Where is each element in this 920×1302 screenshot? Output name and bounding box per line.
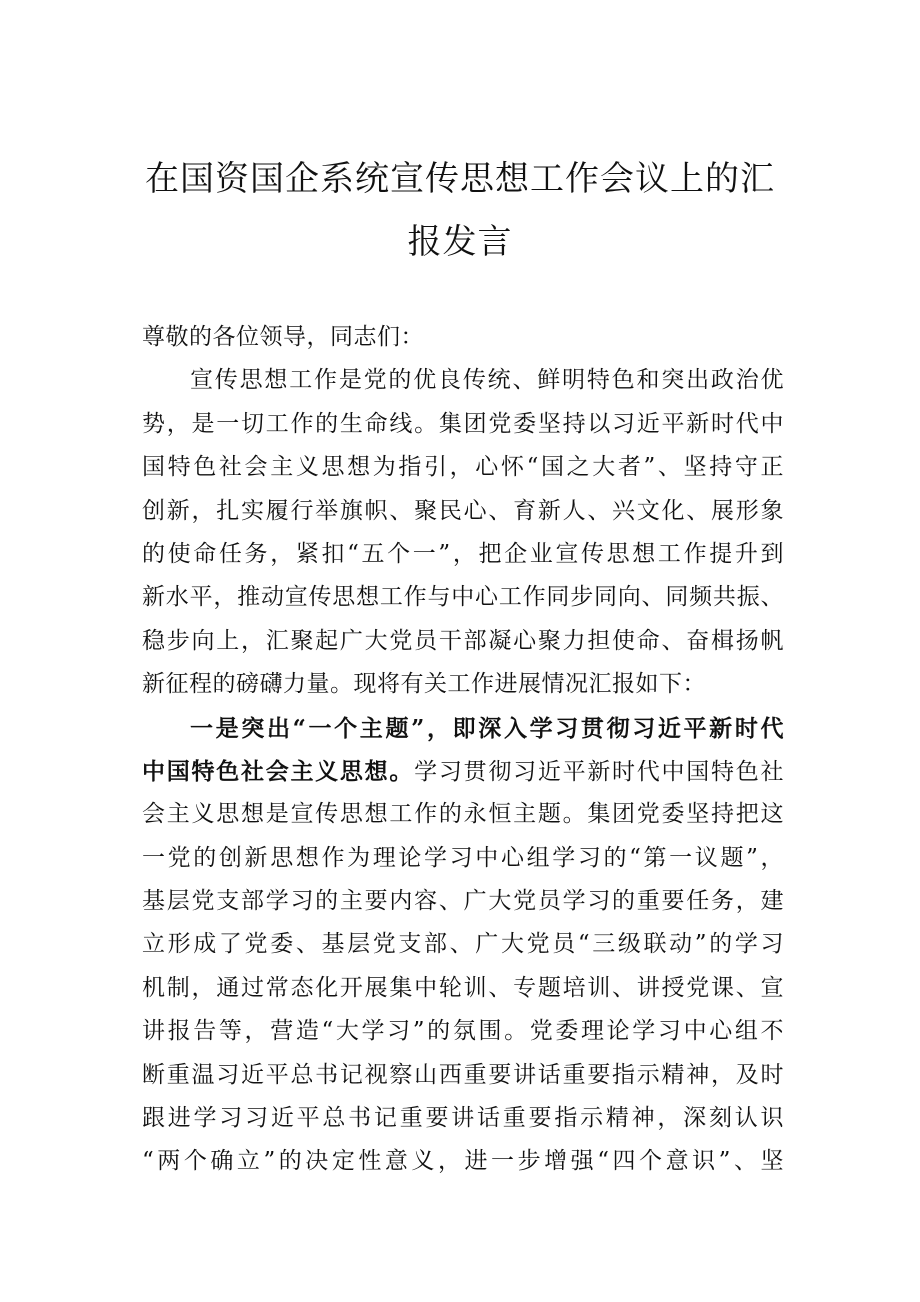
text-line	[142, 533, 784, 576]
text-segment: 讲报告等，营造“大学习”的氛围。党委理论学习中心组不	[142, 1018, 784, 1045]
text-segment: 新水平，推动宣传思想工作与中心工作同步同向、同频共振、	[142, 584, 784, 611]
text-segment: 创新，扎实履行举旗帜、聚民心、育新人、兴文化、展形象	[142, 497, 784, 524]
text-line	[142, 663, 784, 706]
text-segment: 会主义思想是宣传思想工作的永恒主题。集团党委坚持把这	[142, 801, 784, 828]
title-line: 在国资国企系统宣传思想工作会议上的汇	[145, 159, 775, 199]
text-line	[142, 967, 784, 1010]
text-segment: 新征程的磅礴力量。现将有关工作进展情况汇报如下：	[142, 671, 706, 698]
text-segment: 学习贯彻习近平新时代中国特色社	[414, 758, 784, 785]
text-line	[142, 620, 784, 663]
text-line	[142, 1010, 784, 1053]
page-title	[140, 148, 780, 274]
text-line	[142, 1054, 784, 1097]
text-segment: 基层党支部学习的主要内容、广大党员学习的重要任务，建	[142, 888, 784, 915]
title-line: 报发言	[407, 222, 513, 262]
text-line	[142, 490, 784, 533]
text-line	[142, 923, 784, 966]
text-segment: 断重温习近平总书记视察山西重要讲话重要指示精神，及时	[142, 1061, 784, 1088]
text-line	[142, 576, 784, 619]
document-body	[142, 316, 784, 1184]
text-segment: “两个确立”的决定性意义，进一步增强“四个意识”、坚	[142, 1148, 784, 1175]
text-line	[142, 316, 784, 359]
text-line	[142, 750, 784, 793]
text-line	[142, 707, 784, 750]
text-line	[142, 359, 784, 402]
text-segment: 宣传思想工作是党的优良传统、鲜明特色和突出政治优	[190, 367, 784, 394]
text-segment: 的使命任务，紧扣“五个一”，把企业宣传思想工作提升到	[142, 540, 784, 567]
text-segment: 跟进学习习近平总书记重要讲话重要指示精神，深刻认识	[142, 1105, 784, 1132]
text-line	[142, 837, 784, 880]
text-line	[142, 403, 784, 446]
text-segment: 立形成了党委、基层党支部、广大党员“三级联动”的学习	[142, 931, 784, 958]
text-segment: 势，是一切工作的生命线。集团党委坚持以习近平新时代中	[142, 410, 784, 437]
text-segment: 一党的创新思想作为理论学习中心组学习的“第一议题”，	[142, 844, 784, 871]
bold-text-segment: 中国特色社会主义思想。	[142, 757, 415, 785]
text-segment: 国特色社会主义思想为指引，心怀“国之大者”、坚持守正	[142, 454, 784, 481]
text-segment: 机制，通过常态化开展集中轮训、专题培训、讲授党课、宣	[142, 974, 784, 1001]
text-line	[142, 446, 784, 489]
text-segment: 稳步向上，汇聚起广大党员干部凝心聚力担使命、奋楫扬帆	[142, 627, 784, 654]
bold-text-segment: 一是突出“一个主题”，即深入学习贯彻习近平新时代	[190, 714, 784, 742]
text-segment: 尊敬的各位领导，同志们：	[142, 324, 424, 350]
text-line	[142, 1097, 784, 1140]
text-line	[142, 1140, 784, 1183]
text-line	[142, 880, 784, 923]
text-line	[142, 793, 784, 836]
